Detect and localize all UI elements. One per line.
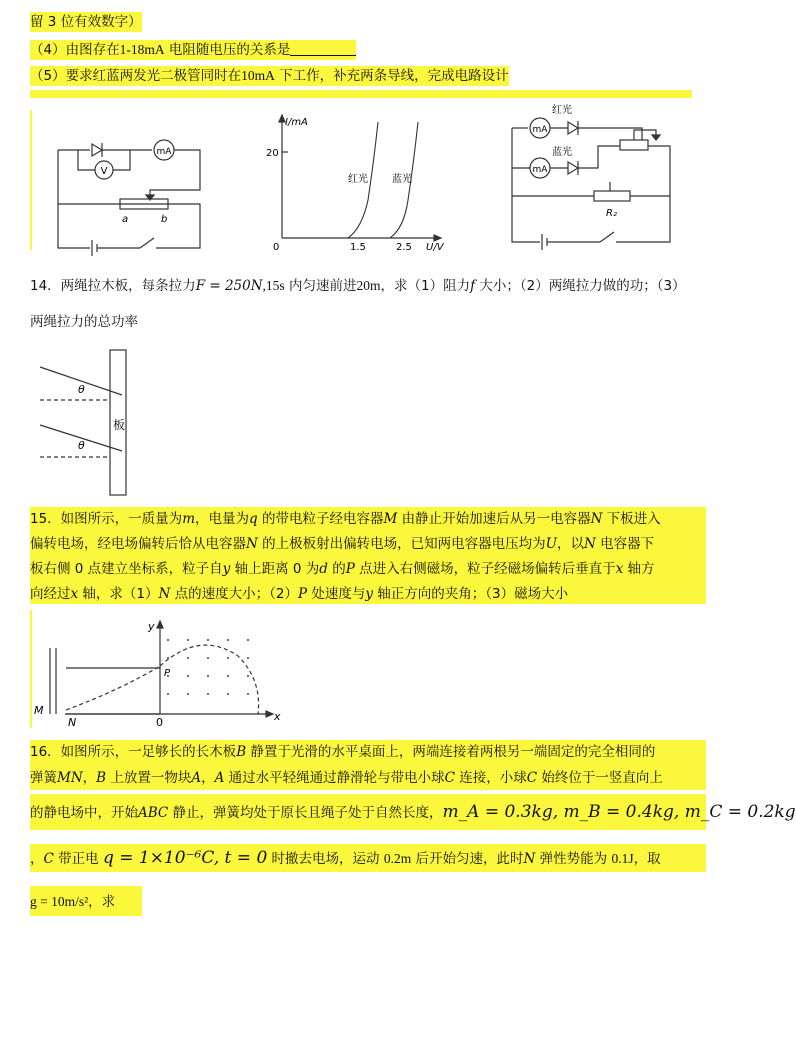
p-label-15: P: [164, 668, 171, 679]
text: 由静止开始加速后从另一电容器: [397, 511, 591, 527]
text: 轴正方向的夹角；（3）磁场大小: [373, 586, 569, 602]
text: 上放置一物块: [106, 770, 192, 786]
highlight-strip: [30, 90, 692, 98]
label-r2: R₂: [606, 208, 617, 219]
q15-line1: [30, 509, 661, 529]
math: P: [345, 561, 355, 577]
text: ，以: [557, 536, 584, 552]
math: C: [444, 770, 455, 786]
figure-15-svg: [30, 610, 290, 730]
q14-line1: [30, 276, 686, 296]
y-tick-20: 20: [266, 148, 279, 159]
text: 15．如图所示，一质量为: [30, 511, 183, 527]
math: N: [246, 536, 258, 552]
label-blue-led: 蓝光: [552, 147, 572, 158]
text: 点进入右侧磁场，粒子经磁场偏转后垂直于: [354, 561, 616, 577]
text: 电容器下: [595, 536, 655, 552]
text: 留 3 位有效数字）: [30, 14, 142, 30]
text: ,15s: [262, 278, 285, 293]
text: 通过水平轻绳通过静滑轮与带电小球: [224, 770, 445, 786]
text: 的上极板射出偏转电场，已知两电容器电压均为: [257, 536, 546, 552]
text: 20m: [356, 278, 381, 293]
label-b: b: [161, 214, 168, 225]
math: y: [222, 561, 231, 577]
x-tick-2-5: 2.5: [396, 242, 412, 253]
math: N: [584, 536, 596, 552]
text: 处速度与: [307, 586, 366, 602]
text: 14．两绳拉木板，每条拉力: [30, 278, 196, 294]
text: 的: [327, 561, 346, 577]
curve-label-red: 红光: [348, 174, 368, 185]
text: 后开始匀速，此时: [411, 851, 524, 867]
board-label: 板: [113, 418, 126, 432]
math: N: [590, 511, 603, 527]
math: q: [249, 511, 258, 527]
math: B: [96, 770, 107, 786]
text: ，取: [633, 851, 661, 867]
math: ABC: [138, 805, 169, 821]
math-charge: q = 1×10⁻⁶C, t = 0: [102, 848, 268, 868]
curve-label-blue: 蓝光: [392, 174, 412, 185]
text: 16．如图所示，一足够长的长木板: [30, 744, 237, 760]
text: ，: [30, 851, 44, 867]
text: 静止，弹簧均处于原长且绳子处于自然长度，: [168, 805, 443, 821]
text: 1-18mA: [119, 42, 165, 57]
text: ，电量为: [195, 511, 249, 527]
meter-ma-blue: mA: [532, 165, 548, 175]
line-question-4: [30, 40, 356, 60]
line-question-5: [30, 66, 509, 86]
label-red-led: 红光: [552, 105, 572, 116]
text: ，求（1）阻力: [380, 278, 471, 294]
q16-line4: [30, 848, 661, 869]
x-axis-label-13b: U/V: [426, 242, 444, 253]
circuit-13a: [58, 140, 200, 256]
origin-label-15: 0: [156, 716, 163, 729]
math: C: [526, 770, 538, 786]
q16-line5: [30, 892, 115, 912]
math: N: [158, 586, 171, 602]
text: 的静电场中，开始: [30, 805, 138, 821]
math-gravity: g = 10m/s²: [30, 894, 89, 909]
math-force: F = 250N: [195, 278, 263, 294]
theta-top: θ: [78, 383, 85, 396]
figure-14-svg: [30, 345, 150, 500]
math: x: [615, 561, 624, 577]
text: 连接，小球: [455, 770, 527, 786]
math: x: [70, 586, 79, 602]
text: 偏转电场，经电场偏转后恰从电容器: [30, 536, 246, 552]
text: 弹性势能为: [535, 851, 612, 867]
text: 两绳拉力的总功率: [30, 314, 138, 330]
text: 静置于光滑的水平桌面上，两端连接着两根另一端固定的完全相同的: [246, 744, 656, 760]
math-masses: m_A = 0.3kg, m_B = 0.4kg, m_C = 0.2kg: [442, 802, 796, 822]
x-tick-1-5: 1.5: [350, 242, 366, 253]
figure-14: [30, 345, 150, 500]
text: 0.1J: [611, 851, 634, 866]
figure-row-13: [30, 100, 710, 258]
q15-line3: [30, 559, 655, 579]
text: 轴上距离 0 为: [230, 561, 320, 577]
text: 的带电粒子经电容器: [257, 511, 384, 527]
circuit-13c: [512, 118, 670, 250]
text: ，求: [88, 894, 116, 910]
theta-bottom: θ: [78, 439, 85, 452]
math: y: [365, 586, 373, 602]
text: 轴方: [623, 561, 655, 577]
line-continued-sigfig: [30, 12, 142, 32]
answer-blank[interactable]: [290, 41, 356, 56]
field-dots: [167, 639, 249, 695]
label-a: a: [122, 214, 129, 225]
text: （4）由图存在: [30, 42, 120, 58]
text: 电阻随电压的关系是: [164, 42, 291, 58]
text: 带正电: [53, 851, 103, 867]
math: B: [236, 744, 247, 760]
text: 下板进入: [602, 511, 661, 527]
meter-v-13a: V: [100, 166, 108, 177]
math: N: [523, 851, 536, 867]
text: 0.2m: [383, 851, 412, 866]
y-axis-label-13b: I/mA: [285, 117, 308, 128]
text: 始终位于一竖直向上: [537, 770, 663, 786]
math: m: [182, 511, 195, 527]
math: MN: [57, 770, 83, 786]
text: 板右侧 0 点建立坐标系，粒子自: [30, 561, 223, 577]
x-label-15: x: [274, 710, 281, 723]
x-tick-0: 0: [273, 242, 280, 253]
math: A: [191, 770, 202, 786]
meter-ma-red: mA: [532, 125, 548, 135]
q15-line4: [30, 584, 568, 604]
text: （5）要求红蓝两发光二极管同时在: [30, 68, 242, 84]
math: C: [43, 851, 54, 867]
figure-15: [30, 610, 290, 730]
m-label-15: M: [34, 704, 44, 717]
q16-line1: [30, 742, 655, 762]
q16-line2: [30, 768, 663, 788]
text: 内匀速前进: [284, 278, 357, 294]
math-f: f: [470, 278, 476, 294]
n-label-15: N: [68, 716, 77, 729]
text: ，: [201, 770, 215, 786]
meter-ma-13a: mA: [156, 147, 172, 157]
q16-line3: [30, 802, 796, 823]
math: P: [297, 586, 308, 602]
text: ，: [82, 770, 97, 786]
math: d: [319, 561, 328, 577]
y-label-15: y: [148, 620, 155, 633]
text: 点的速度大小；（2）: [170, 586, 298, 602]
math: A: [214, 770, 225, 786]
math: U: [545, 536, 557, 552]
text: 弹簧: [30, 770, 57, 786]
text: 大小；（2）两绳拉力做的功；（3）: [475, 278, 686, 294]
text: 轴，求（1）: [78, 586, 159, 602]
text: 向经过: [30, 586, 71, 602]
figure-13-svg: [30, 100, 710, 258]
text: 下工作，补充两条导线，完成电路设计: [274, 68, 509, 84]
q14-line2: [30, 312, 138, 332]
q15-line2: [30, 534, 654, 554]
text: 10mA: [241, 68, 275, 83]
math: M: [383, 511, 398, 527]
text: 时撤去电场，运动: [267, 851, 384, 867]
